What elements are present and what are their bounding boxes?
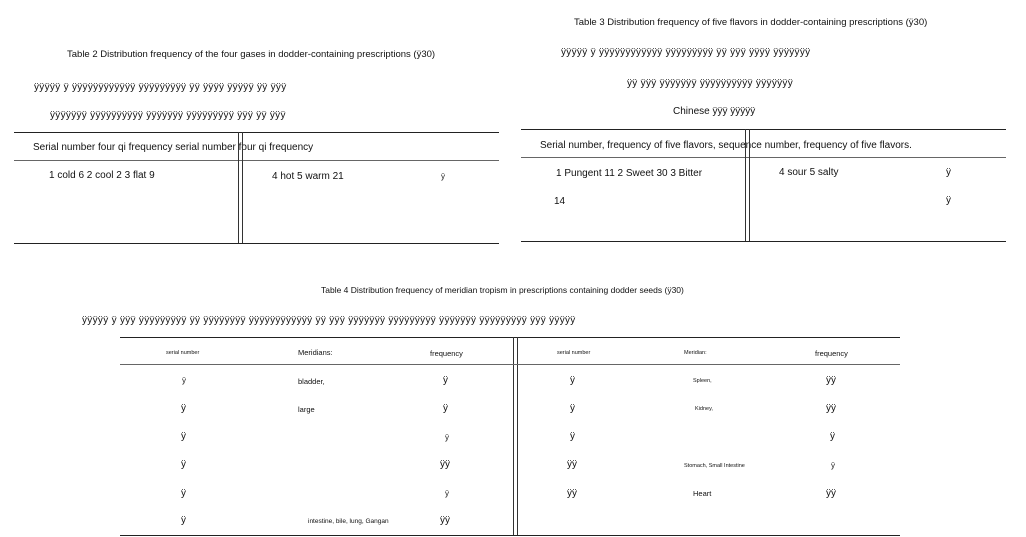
- table2-bottom-rule: [14, 243, 499, 244]
- table4-left-row1-freq: ÿ: [443, 375, 448, 386]
- table4-right-row3-serial: ÿ: [570, 431, 575, 442]
- table4-right-row5-freq: ÿÿ: [826, 488, 836, 499]
- table4-right-row5-serial: ÿÿ: [567, 488, 577, 499]
- table2-divider-a: [238, 132, 239, 244]
- table3-garbled-line-2: ÿÿ ÿÿÿ ÿÿÿÿÿÿÿ ÿÿÿÿÿÿÿÿÿÿ ÿÿÿÿÿÿÿ: [627, 78, 794, 89]
- table4-right-row4-meridian: Stomach, Small Intestine: [684, 463, 745, 469]
- table4-left-row3-freq: ÿ: [445, 433, 449, 442]
- table4-left-row5-freq: ÿ: [445, 489, 449, 498]
- table3-row1-left: 1 Pungent 11 2 Sweet 30 3 Bitter: [556, 168, 703, 179]
- table2-cell-left: 1 cold 6 2 cool 2 3 flat 9: [49, 170, 155, 181]
- table3-row1-mark: ÿ: [946, 167, 951, 178]
- table2-divider-b: [242, 132, 243, 244]
- table2-garbled-line-2: ÿÿÿÿÿÿÿ ÿÿÿÿÿÿÿÿÿÿ ÿÿÿÿÿÿÿ ÿÿÿÿÿÿÿÿÿ ÿÿÿ ÿÿ ÿÿÿ: [50, 110, 286, 121]
- table4-right-row4-serial: ÿÿ: [567, 459, 577, 470]
- table4-left-row1-meridian: bladder,: [298, 377, 325, 386]
- table4-left-row1-serial: ÿ: [182, 376, 186, 385]
- table4-left-row3-serial: ÿ: [181, 431, 186, 442]
- table4-left-row6-serial: ÿ: [181, 515, 186, 526]
- table3-chinese-line: Chinese ÿÿÿ ÿÿÿÿÿ: [673, 106, 756, 117]
- table3-header-rule: [521, 157, 1006, 158]
- table4-left-row6-freq: ÿÿ: [440, 515, 450, 526]
- table3-header: Serial number, frequency of five flavors, sequence number, frequency of five flavors.: [540, 140, 912, 151]
- table4-right-row1-meridian: Spleen,: [693, 378, 712, 384]
- table4-left-row5-serial: ÿ: [181, 488, 186, 499]
- table4-left-row4-freq: ÿÿ: [440, 459, 450, 470]
- table4-right-header-meridian: Meridian:: [684, 350, 707, 356]
- table4-right-row5-meridian: Heart: [693, 489, 712, 498]
- table3-divider-b: [749, 129, 750, 241]
- table4-garbled-line: ÿÿÿÿÿ ÿ ÿÿÿ ÿÿÿÿÿÿÿÿÿ ÿÿ ÿÿÿÿÿÿÿÿ ÿÿÿÿÿÿÿÿÿÿÿÿ ÿÿ ÿÿÿ ÿÿÿÿÿÿÿ ÿÿÿÿÿÿÿÿÿ ÿÿÿÿÿÿÿ ÿÿÿÿÿÿÿÿÿ ÿÿÿ ÿÿÿÿÿ: [82, 315, 576, 326]
- table4-top-rule: [120, 337, 900, 338]
- table2-header-rule: [14, 160, 499, 161]
- table4-right-row2-serial: ÿ: [570, 403, 575, 414]
- table4-header-rule: [120, 364, 900, 365]
- table4-right-row3-freq: ÿ: [830, 431, 835, 442]
- table2-cell-right: 4 hot 5 warm 21: [272, 171, 344, 182]
- table3-divider-a: [745, 129, 746, 241]
- table2-top-rule: [14, 132, 499, 133]
- table4-left-header-meridian: Meridians:: [298, 348, 333, 357]
- table4-left-row2-serial: ÿ: [181, 403, 186, 414]
- table4-divider-b: [517, 337, 518, 536]
- table3-row1-right: 4 sour 5 salty: [779, 167, 839, 178]
- table4-caption: Table 4 Distribution frequency of meridian tropism in prescriptions containing dodder seeds (ÿ30): [321, 285, 684, 295]
- table4-left-header-serial: serial number: [166, 350, 200, 356]
- table3-bottom-rule: [521, 241, 1006, 242]
- table4-right-row4-freq: ÿ: [831, 461, 835, 470]
- table3-row2-left: 14: [554, 196, 566, 207]
- table2-caption: Table 2 Distribution frequency of the four gases in dodder-containing prescriptions (ÿ30): [67, 49, 436, 60]
- table4-right-row2-meridian: Kidney,: [695, 406, 713, 412]
- table4-right-header-serial: serial number: [557, 350, 591, 356]
- table2-mark: ÿ: [441, 172, 445, 181]
- table4-right-header-frequency: frequency: [815, 349, 848, 358]
- table4-left-row2-freq: ÿ: [443, 403, 448, 414]
- table4-left-row6-meridian: intestine, bile, lung, Gangan: [308, 518, 389, 525]
- table4-left-row4-serial: ÿ: [181, 459, 186, 470]
- table4-left-header-frequency: frequency: [430, 349, 463, 358]
- table4-divider-a: [513, 337, 514, 536]
- table3-row2-mark: ÿ: [946, 195, 951, 206]
- table2-garbled-line-1: ÿÿÿÿÿ ÿ ÿÿÿÿÿÿÿÿÿÿÿÿ ÿÿÿÿÿÿÿÿÿ ÿÿ ÿÿÿÿ ÿÿÿÿÿ ÿÿ ÿÿÿ: [34, 82, 287, 93]
- table4-left-row2-meridian: large: [298, 405, 315, 414]
- table4-bottom-rule: [120, 535, 900, 536]
- table3-top-rule: [521, 129, 1006, 130]
- table4-right-row1-freq: ÿÿ: [826, 375, 836, 386]
- table4-right-row2-freq: ÿÿ: [826, 403, 836, 414]
- table3-garbled-line-1: ÿÿÿÿÿ ÿ ÿÿÿÿÿÿÿÿÿÿÿÿ ÿÿÿÿÿÿÿÿÿ ÿÿ ÿÿÿ ÿÿÿÿ ÿÿÿÿÿÿÿ: [561, 47, 811, 58]
- table2-header: Serial number four qi frequency serial number four qi frequency: [33, 142, 314, 153]
- table3-caption: Table 3 Distribution frequency of five flavors in dodder-containing prescriptions (ÿ30): [574, 17, 928, 28]
- table4-right-row1-serial: ÿ: [570, 375, 575, 386]
